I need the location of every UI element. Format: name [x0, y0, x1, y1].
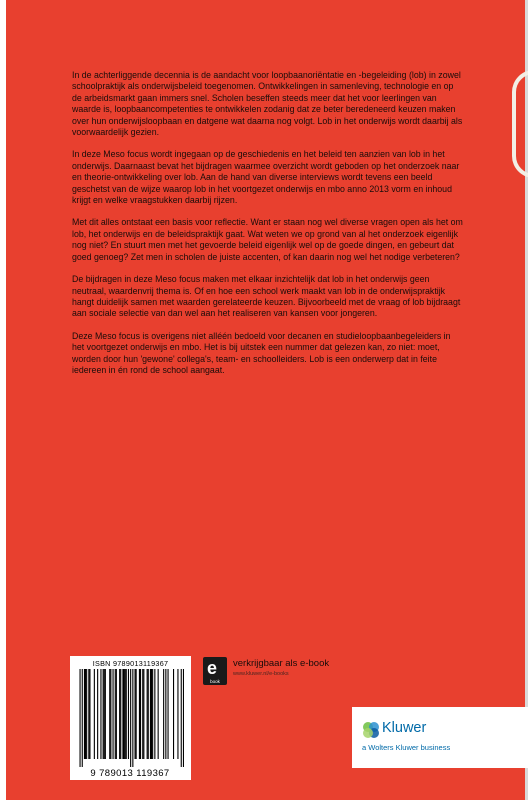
blurb-text [72, 70, 464, 387]
barcode-bar [152, 669, 153, 759]
barcode-bar [151, 669, 152, 759]
barcode-bar [82, 669, 83, 767]
barcode-bar [177, 669, 178, 759]
barcode-bar [126, 669, 127, 759]
barcode-bar [105, 669, 106, 759]
barcode-bar [128, 669, 129, 759]
blurb-paragraph: Deze Meso focus is overigens niet alléén bedoeld voor decanen en studieloopbaanbegeleiders in het voortgezet onderwijs en mbo. Het is bij uitstek een nummer dat gelezen kan, zo niet: moet, worden door hun 'gewone' collega's, team- en schoolleiders. Lob is een onderwerp dat in feite iedereen in én rond de school aangaat. [72, 330, 451, 375]
barcode-graphic [74, 669, 187, 779]
barcode-bar [120, 669, 121, 759]
barcode-bar [142, 669, 143, 759]
barcode-bar [124, 669, 125, 759]
ebook-icon-letter: e [207, 658, 218, 678]
barcode-bar [148, 669, 149, 759]
barcode-bar [181, 669, 182, 767]
barcode-bar [86, 669, 87, 759]
barcode-bar [85, 669, 86, 759]
blurb-paragraph: Met dit alles ontstaat een basis voor reflectie. Want er staan nog wel diverse vragen open als het om lob, het onderwijs en de beleidspraktijk gaat. Wat weten we op grond van al het onderzoek eigenlijk nog niet? En stuurt men met het gevoerde beleid eigenlijk wel op de goede dingen, en gebeurt dat goed genoeg? Zet men in scholen de juiste accenten, of kan daarin nog wel het nodige verbeteren? [72, 217, 463, 262]
barcode-bar [84, 669, 85, 759]
barcode-bar [109, 669, 110, 759]
ebook-availability-text: verkrijgbaar als e-book [233, 658, 330, 669]
barcode-bar [115, 669, 116, 759]
barcode-bar [113, 669, 114, 759]
blurb-paragraph: In de achterliggende decennia is de aandacht voor loopbaanoriëntatie en -begeleiding (lob) in zowel schoolpraktijk als onderwijsbeleid toegenomen. Ontwikkelingen in samenleving, technologie en op de arbeidsmarkt gaan immers snel. Scholen beseffen steeds meer dat het voor leerlingen van waarde is, loopbaancompetenties te ontwikkelen zodanig dat ze beter beredeneerd keuzen maken over hun onderwijsloopbaan en datgene wat daarna nog volgt. Lob in het onderwijs wordt daarbij als voorwaardelijk gezien. [72, 70, 463, 138]
barcode-bar [122, 669, 123, 759]
ebook-icon-caption: book [210, 679, 220, 684]
barcode-bar [140, 669, 141, 759]
barcode-bar [104, 669, 105, 759]
barcode-bar [168, 669, 169, 759]
publisher-name: Kluwer [382, 720, 427, 736]
barcode-bar [143, 669, 144, 759]
barcode-bar [89, 669, 90, 759]
ebook-url: www.kluwer.nl/e-books [233, 671, 289, 677]
barcode-bar [100, 669, 101, 759]
barcode-bar [88, 669, 89, 759]
barcode-bar [110, 669, 111, 759]
barcode-bar [158, 669, 159, 759]
barcode-bar [135, 669, 136, 759]
barcode-bar [183, 669, 184, 767]
publisher-logo-box [352, 707, 528, 768]
barcode-bar [136, 669, 137, 759]
blurb-paragraph: In deze Meso focus wordt ingegaan op de geschiedenis en het beleid ten aanzien van lob in het onderwijs. Daarnaast bevat het bijdragen waarmee overzicht wordt geboden op het onderzoek naar en theorie-ontwikkeling over lob. Aan de hand van diverse interviews wordt tevens een beeld geschetst van de wijze waarop lob in het voortgezet onderwijs en mbo anno 2013 vorm en inhoud krijgt en welke vraagstukken daarbij rijzen. [72, 149, 460, 206]
publisher-tagline: a Wolters Kluwer business [362, 743, 451, 752]
barcode-bar [130, 669, 131, 767]
barcode-bar [154, 669, 155, 759]
barcode-bar [125, 669, 126, 759]
barcode-bar [165, 669, 166, 759]
barcode-bar [139, 669, 140, 759]
barcode-bar [103, 669, 104, 759]
ebook-icon [203, 657, 227, 685]
isbn-label: ISBN 9789013119367 [92, 659, 169, 668]
kluwer-flower-icon [362, 721, 380, 739]
barcode-bar [97, 669, 98, 759]
page-edge-left [0, 0, 6, 800]
spine-curve-decoration [512, 70, 528, 178]
barcode-bar [132, 669, 133, 767]
barcode-bar [173, 669, 174, 759]
barcode-bar [163, 669, 164, 759]
barcode-bar [150, 669, 151, 759]
barcode-bar [80, 669, 81, 767]
barcode-bar [94, 669, 95, 759]
barcode-bar [147, 669, 148, 759]
barcode-bar [119, 669, 120, 759]
barcode-bar [116, 669, 117, 759]
barcode-digits: 9 789013 119367 [90, 768, 170, 779]
isbn-barcode [70, 656, 191, 780]
blurb-paragraph: De bijdragen in deze Meso focus maken met elkaar inzichtelijk dat lob in het onderwijs geen neutraal, waardenvrij thema is. Of en hoe een school werk maakt van lob in de onderwijspraktijk hangt duidelijk samen met waarden gerelateerde keuzen. Bijvoorbeeld met de vraag of lob bijdraagt aan sociale selectie van dan wel aan het realiseren van kansen voor jongeren. [72, 274, 461, 319]
